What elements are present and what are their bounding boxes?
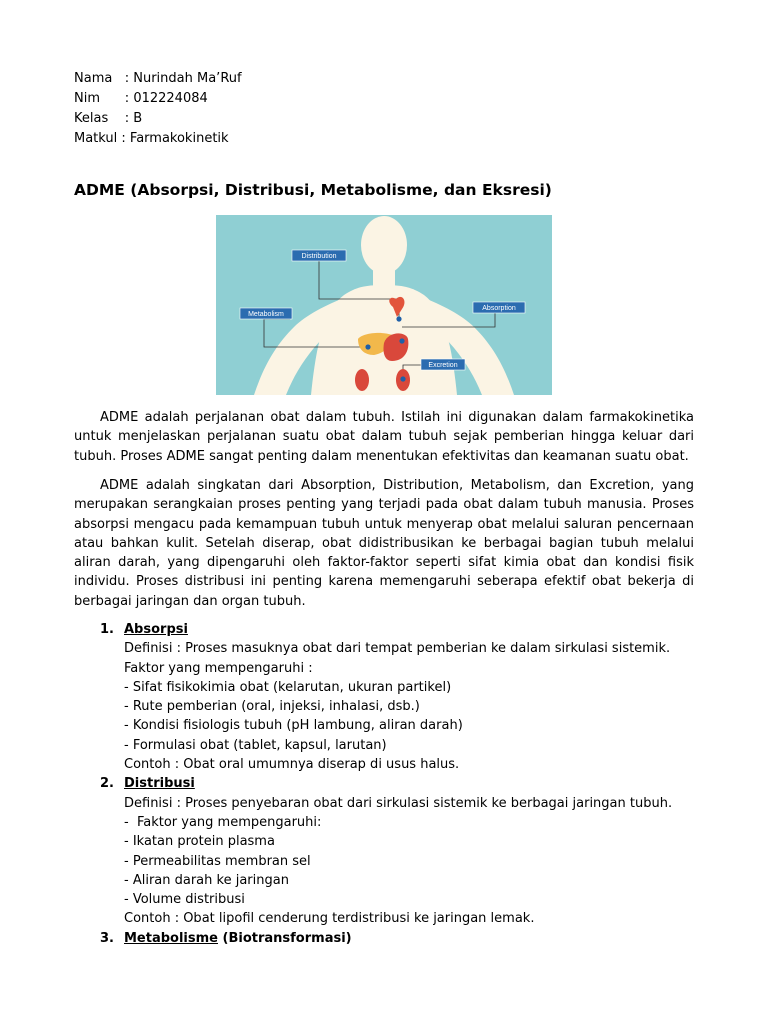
- section-absorpsi: [100, 620, 700, 774]
- label-absorption: Absorption: [482, 305, 516, 313]
- label-excretion: Excretion: [428, 362, 458, 370]
- section-metabolisme: [100, 929, 700, 948]
- marker-dot: [399, 338, 404, 343]
- paragraph-text: ADME adalah singkatan dari Absorption, Distribution, Metabolism, dan Excretion, yang merupakan serangkaian proses penting yang terjadi pada obat dalam tubuh manusia. Proses absorpsi mengacu pada kemampuan tubuh untuk menyerap obat melalui saluran pencernaan atau bahkan kulit. Setelah diserap, obat didistribusikan ke berbagai bagian tubuh melalui aliran darah, yang dipengaruhi oleh faktor-faktor seperti sifat kimia obat dan kondisi fisik individu. Proses distribusi ini penting karena memengaruhi seberapa efektif obat bekerja di berbagai jaringan dan organ tubuh.: [74, 478, 694, 609]
- label-distribution-box: [292, 250, 346, 261]
- student-info: [74, 69, 242, 149]
- section-line: Contoh : Obat lipofil cenderung terdistribusi ke jaringan lemak.: [124, 911, 535, 927]
- adme-section-list: [100, 620, 700, 948]
- paragraph-definition: [74, 476, 694, 611]
- section-distribusi: [100, 774, 700, 928]
- adme-illustration: [216, 215, 552, 395]
- section-line: - Aliran darah ke jaringan: [124, 872, 289, 888]
- marker-dot: [400, 376, 405, 381]
- document-title: ADME (Absorpsi, Distribusi, Metabolisme, dan Eksresi): [74, 181, 552, 199]
- section-line: Definisi : Proses penyebaran obat dari sirkulasi sistemik ke berbagai jaringan tubuh.: [124, 795, 673, 811]
- section-line: - Ikatan protein plasma: [124, 834, 275, 850]
- paragraph-text: ADME adalah perjalanan obat dalam tubuh. Istilah ini digunakan dalam farmakokinetika untuk menjelaskan perjalanan suatu obat dalam tubuh sejak pemberian hingga keluar dari tubuh. Proses ADME sangat penting dalam menentukan efektivitas dan keamanan suatu obat.: [74, 410, 694, 464]
- section-heading-extra: (Biotransformasi): [218, 930, 352, 946]
- section-heading: Metabolisme: [124, 930, 218, 946]
- info-key: Nim: [74, 91, 100, 106]
- section-heading: Absorpsi: [124, 622, 188, 637]
- info-row-name: [74, 69, 242, 89]
- section-line: Definisi : Proses masuknya obat dari tempat pemberian ke dalam sirkulasi sistemik.: [124, 641, 671, 657]
- info-value: Farmakokinetik: [129, 131, 229, 146]
- section-line: Faktor yang mempengaruhi :: [124, 660, 313, 676]
- section-line: - Formulasi obat (tablet, kapsul, larutan): [124, 737, 387, 753]
- adme-figure: [216, 215, 552, 395]
- info-key: Matkul: [74, 131, 118, 146]
- section-number: 2.: [100, 776, 114, 792]
- info-separator: :: [117, 131, 130, 146]
- section-line: - Sifat fisikokimia obat (kelarutan, ukuran partikel): [124, 679, 452, 695]
- section-number: 3.: [100, 930, 114, 946]
- info-separator: :: [112, 71, 134, 86]
- section-line: - Volume distribusi: [124, 892, 245, 908]
- section-number: 1.: [100, 622, 114, 637]
- section-line: - Permeabilitas membran sel: [124, 853, 311, 869]
- paragraph-intro: [74, 408, 694, 466]
- kidney-left: [355, 369, 369, 391]
- section-line: - Faktor yang mempengaruhi:: [124, 814, 322, 830]
- section-line: Contoh : Obat oral umumnya diserap di usus halus.: [124, 757, 460, 773]
- info-key: Nama: [74, 71, 113, 86]
- info-row-nim: [74, 89, 242, 109]
- info-value: B: [133, 111, 143, 126]
- marker-dot: [365, 344, 370, 349]
- label-distribution: Distribution: [301, 253, 337, 261]
- section-line: - Kondisi fisiologis tubuh (pH lambung, aliran darah): [124, 718, 463, 734]
- label-absorption-box: [473, 302, 525, 313]
- info-row-class: [74, 109, 242, 129]
- info-row-course: [74, 129, 242, 149]
- info-separator: :: [108, 111, 134, 126]
- section-heading: Distribusi: [124, 776, 195, 792]
- info-key: Kelas: [74, 111, 109, 126]
- marker-dot: [396, 316, 401, 321]
- info-value: 012224084: [133, 91, 208, 106]
- info-separator: :: [100, 91, 134, 106]
- section-line: - Rute pemberian (oral, injeksi, inhalasi, dsb.): [124, 699, 420, 715]
- info-value: Nurindah Ma’Ruf: [133, 71, 242, 86]
- label-metabolism-box: [240, 308, 292, 319]
- label-excretion-box: [421, 359, 465, 370]
- label-metabolism: Metabolism: [248, 311, 284, 319]
